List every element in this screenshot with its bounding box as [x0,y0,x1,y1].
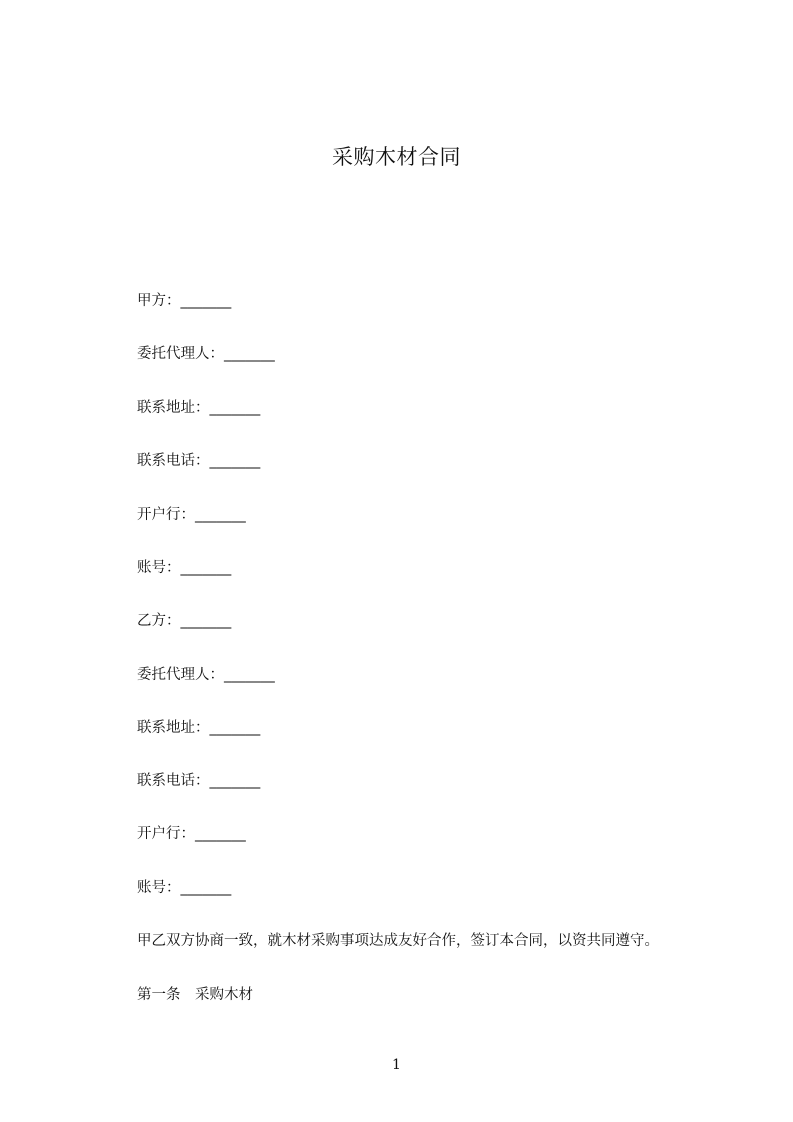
party-a-phone-field: 联系电话：_______ [137,453,261,469]
party-b-field: 乙方：_______ [137,613,232,629]
party-b-agent-field: 委托代理人：_______ [137,667,275,683]
party-a-bank-field: 开户行：_______ [137,507,246,523]
party-b-account-field: 账号：_______ [137,880,232,896]
party-a-account-field: 账号：_______ [137,560,232,576]
party-b-phone-field: 联系电话：_______ [137,773,261,789]
party-a-address-field: 联系地址：_______ [137,400,261,416]
page-number: 1 [392,1057,401,1073]
party-b-address-field: 联系地址：_______ [137,720,261,736]
article-heading: 第一条 采购木材 [137,987,253,1003]
party-b-bank-field: 开户行：_______ [137,826,246,842]
party-a-field: 甲方：_______ [137,293,232,309]
party-a-agent-field: 委托代理人：_______ [137,346,275,362]
intro-paragraph: 甲乙双方协商一致，就木材采购事项达成友好合作，签订本合同，以资共同遵守。 [137,933,659,949]
document-title: 采购木材合同 [332,145,461,169]
